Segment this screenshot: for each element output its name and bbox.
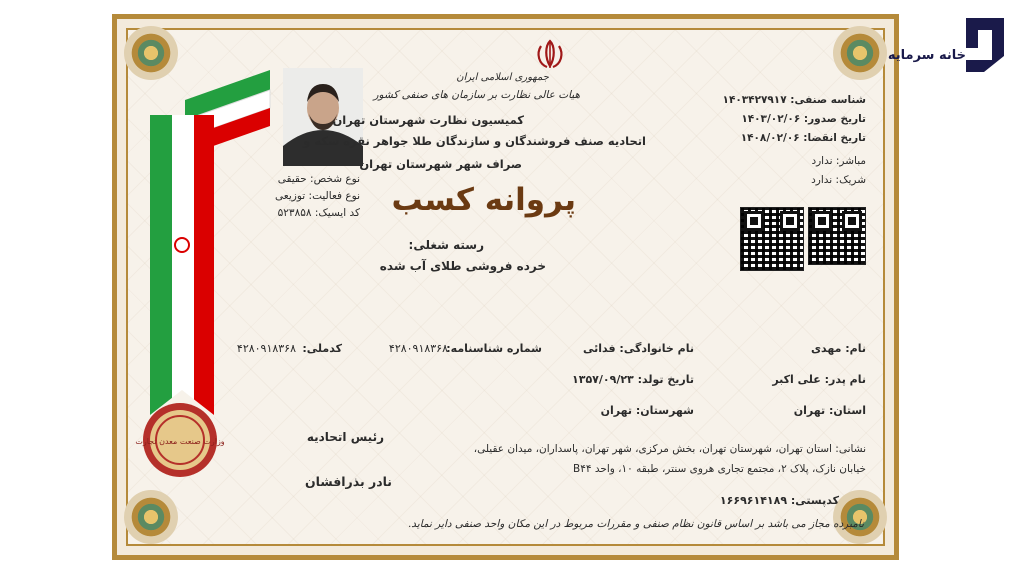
corner-ornament-icon (833, 26, 887, 80)
footer-note: نامبرده مجاز می باشد بر اساس قانون نظام صنفی و مقررات مربوط در این مکان واحد صنفی دایر نماید. (407, 518, 864, 530)
person-type: نوع شخص: حقیقی (277, 173, 360, 185)
signature-role: رئیس اتحادیه (306, 430, 384, 444)
id-number-value: ۴۲۸۰۹۱۸۳۶۸ (388, 342, 448, 355)
category-value: خرده فروشی طلای آب شده (379, 259, 546, 273)
union-title-line2: صراف شهر شهرستان تهران (359, 157, 522, 171)
seal-text: وزارت صنعت معدن تجارت (135, 437, 225, 446)
field-province: استان: تهران (793, 404, 866, 417)
signature-name: نادر بذرافشان (304, 474, 392, 489)
manager: مباشر: ندارد (811, 155, 866, 167)
page-title: پروانه کسب (391, 182, 576, 218)
postal-code: کدپستی: ۱۶۶۹۶۱۴۱۸۹ (719, 494, 839, 507)
address-line1: نشانی: استان تهران، شهرستان تهران، بخش مرکزی، شهر تهران، پاسداران، میدان عقیلی، (473, 443, 866, 455)
logo-text: خانه سرمایه (887, 48, 966, 63)
iran-flag-ribbon-icon (140, 60, 280, 420)
field-city: شهرستان: تهران (600, 404, 694, 417)
category-label: رسته شغلی: (408, 238, 484, 252)
iran-emblem-icon (533, 38, 567, 70)
commission-title: کمیسیون نظارت شهرستان تهران (332, 113, 524, 127)
brand-logo (887, 14, 1014, 80)
house-logo-icon (904, 14, 1014, 80)
guild-id: شناسه صنفی: ۱۴۰۳۴۲۷۹۱۷ (722, 94, 866, 106)
field-birth-date: تاریخ تولد: ۱۳۵۷/۰۹/۲۳ (572, 373, 694, 386)
country-title: جمهوری اسلامی ایران (456, 72, 549, 83)
board-title: هیات عالی نظارت بر سازمان های صنفی کشور (373, 89, 580, 101)
national-code-label: کدملی: (302, 342, 342, 355)
corner-ornament-icon (833, 490, 887, 544)
ministry-seal-icon (135, 400, 225, 480)
issue-date: تاریخ صدور: ۱۴۰۳/۰۲/۰۶ (741, 113, 866, 125)
activity-type: نوع فعالیت: توزیعی (275, 190, 360, 202)
isic-code: کد ایسیک: ۵۲۳۸۵۸ (277, 207, 360, 219)
qr-code-icon (740, 207, 804, 271)
qr-code-icon (808, 207, 866, 265)
address-line2: خیابان نازک، پلاک ۲، مجتمع تجاری هروی سنتر، طبقه ۱۰، واحد B۴۴ (573, 463, 866, 475)
expiry-date: تاریخ انقضا: ۱۴۰۸/۰۲/۰۶ (740, 132, 866, 144)
national-code-value: ۴۲۸۰۹۱۸۳۶۸ (236, 342, 296, 355)
union-title-line1: اتحادیه صنف فروشندگان و سازندگان طلا جواهر نقره سکه و (303, 134, 646, 148)
field-father: نام پدر: علی اکبر (772, 373, 866, 386)
field-family: نام خانوادگی: فدائی (583, 342, 694, 355)
id-number-label: شماره شناسنامه: (446, 342, 542, 355)
partner: شریک: ندارد (811, 174, 866, 186)
field-name: نام: مهدی (810, 342, 866, 355)
corner-ornament-icon (124, 490, 178, 544)
